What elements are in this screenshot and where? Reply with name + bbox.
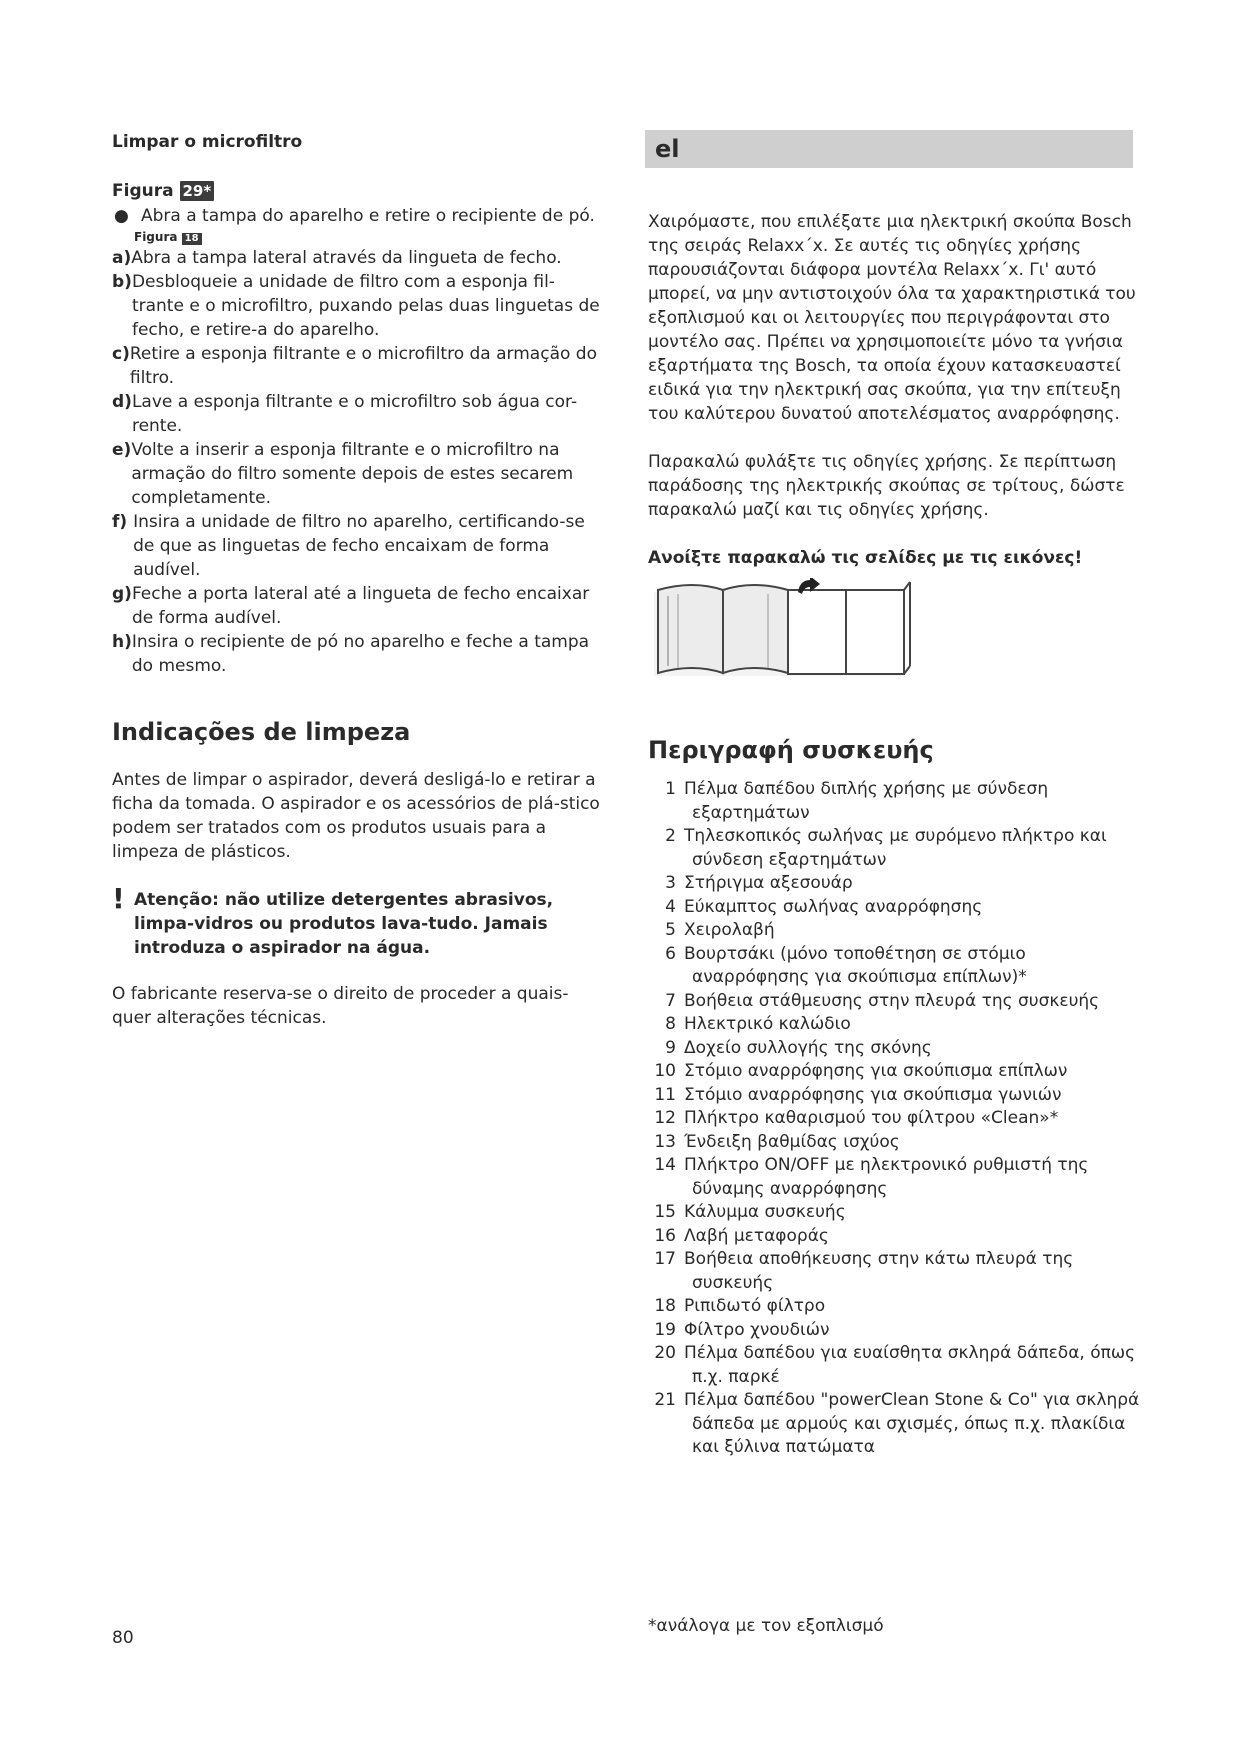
sub-figure-label: Figura [134,230,178,244]
step-key: a) [112,248,132,268]
list-item [648,872,1140,896]
item-text: Τηλεσκοπικός σωλήνας με συρόμενο πλήκτρο και σύνδεση εξαρτημάτων [684,826,1107,870]
item-number: 21 [654,1390,676,1410]
item-number: 7 [665,990,676,1011]
list-item [648,990,1140,1014]
bullet-item [112,204,604,228]
list-item [648,1342,1140,1389]
item-text: Πλήκτρο ON/OFF με ηλεκτρονικό ρυθμιστή της δύναμης αναρρόφησης [684,1155,1089,1199]
item-number: 17 [654,1249,676,1269]
step-text: Insira o recipiente de pó no aparelho e feche a tampa do mesmo. [131,632,590,676]
list-item [648,1319,1140,1343]
list-item [648,1037,1140,1061]
step-key: h) [112,632,132,652]
item-text: Λαβή μεταφοράς [684,1225,829,1246]
cleaning-text: Antes de limpar o aspirador, deverá desligá-lo e retirar a ficha da tomada. O aspirador e os acessórios de plá-stico podem ser tratados com os produtos usuais para a limpeza de plásticos. [112,770,600,862]
cleaning-heading: Indicações de limpeza [112,718,411,746]
item-number: 10 [654,1061,676,1081]
list-item [648,943,1140,990]
sub-figure-reference [112,228,604,246]
open-book-icon [648,578,918,688]
step-item [112,270,604,342]
list-item [648,1107,1140,1131]
item-number: 6 [665,943,676,964]
list-item [648,778,1140,825]
intro-text: Χαιρόμαστε, που επιλέξατε μια ηλεκτρική σκούπα Bosch της σειράς Relaxx´x. Σε αυτές τις οδηγίες χρήσης παρουσιάζονται διάφορα μοντέλα Relaxx´x. Γι' αυτό μπορεί, να μην αντιστοιχούν όλα τα χαρακτηριστικά του εξοπλισμού και οι λειτουργίες που περιγράφονται στο μοντέλο σας. Πρέπει να χρησιμοποιείτε μόνο τα γνήσια εξαρτήματα της Bosch, τα οποία έχουν κατασκευαστεί ειδικά για την ηλεκτρική σας σκούπα, για την επίτευξη του καλύτερου δυνατού αποτελέσματος αναρρόφησης. [648,212,1136,424]
language-bar: el [645,130,1133,168]
step-text: Lave a esponja filtrante e o microfiltro sob água cor-rente. [131,392,578,436]
list-item [648,1084,1140,1108]
item-number: 9 [665,1037,676,1058]
item-number: 3 [665,873,676,893]
step-key: g) [112,584,132,604]
figure-badge: 29* [180,181,215,201]
item-text: Ένδειξη βαθμίδας ισχύος [684,1131,900,1152]
manufacturer-note: O fabricante reserva-se o direito de proceder a quais-quer alterações técnicas. [112,984,569,1028]
item-text: Στόμιο αναρρόφησης για σκούπισμα επίπλων [684,1061,1068,1081]
step-text: Retire a esponja filtrante e o microfiltro da armação do filtro. [129,344,597,388]
bullet-dot-icon: ● [114,206,129,226]
item-text: Βοήθεια αποθήκευσης στην κάτω πλευρά της συσκευής [684,1249,1074,1293]
item-text: Δοχείο συλλογής της σκόνης [684,1037,932,1058]
item-number: 1 [665,779,676,799]
step-item [112,246,604,270]
step-text: Desbloqueie a unidade de filtro com a esponja fil-trante e o microfiltro, puxando pelas duas linguetas de fecho, e retire-a do aparelho. [131,272,600,340]
item-number: 20 [654,1343,676,1363]
exclamation-icon: ! [112,882,125,915]
item-number: 5 [665,920,676,940]
item-number: 2 [665,826,676,846]
footnote: *ανάλογα με τον εξοπλισμό [648,1616,884,1636]
item-text: Βοήθεια στάθμευσης στην πλευρά της συσκευής [684,990,1100,1011]
item-number: 16 [654,1225,676,1246]
step-key: e) [112,440,132,460]
item-number: 11 [654,1084,676,1105]
step-text: Insira a unidade de filtro no aparelho, certificando-se de que as linguetas de fecho encaixam de forma audível. [133,512,585,580]
list-item [648,896,1140,920]
list-item [648,1201,1140,1225]
item-text: Φίλτρο χνουδιών [684,1319,830,1340]
list-item [648,919,1140,943]
step-key: f) [112,512,134,532]
item-text: Στήριγμα αξεσουάρ [684,873,853,893]
item-text: Χειρολαβή [684,920,775,940]
right-column [648,210,1140,1460]
item-number: 15 [654,1202,676,1222]
item-number: 8 [665,1014,676,1034]
step-text: Feche a porta lateral até a lingueta de fecho encaixar de forma audível. [131,584,590,628]
item-text: Κάλυμμα συσκευής [684,1202,846,1222]
list-item [648,1248,1140,1295]
item-number: 14 [654,1155,676,1175]
bullet-text: Abra a tampa do aparelho e retire o recipiente de pó. [141,206,595,226]
page-number: 80 [112,1628,134,1648]
step-text: Volte a inserir a esponja filtrante e o microfiltro na armação do filtro somente depois de estes secarem completamente. [131,440,574,508]
list-item [648,1154,1140,1201]
keep-instructions: Παρακαλώ φυλάξτε τις οδηγίες χρήσης. Σε περίπτωση παράδοσης της ηλεκτρικής σκούπας σε τρίτους, δώστε παρακαλώ μαζί και τις οδηγίες χρήσης. [648,452,1125,520]
item-text: Ηλεκτρικό καλώδιο [684,1014,851,1034]
figure-label: Figura [112,181,174,201]
step-item [112,390,604,438]
open-pages-note: Ανοίξτε παρακαλώ τις σελίδες με τις εικόνες! [648,548,1083,568]
step-item [112,342,604,390]
item-text: Πέλμα δαπέδου "powerClean Stone & Co" για σκληρά δάπεδα με αρμούς και σχισμές, όπως π.χ. πλακίδια και ξύλινα πατώματα [684,1390,1140,1457]
step-key: d) [112,392,132,412]
step-item [112,630,604,678]
step-key: c) [112,344,130,364]
step-item [112,510,604,582]
step-item [112,438,604,510]
item-number: 19 [654,1319,676,1340]
item-text: Εύκαμπτος σωλήνας αναρρόφησης [684,896,983,917]
warning-text: Atenção: não utilize detergentes abrasivos, limpa-vidros ou produtos lava-tudo. Jamais introduza o aspirador na água. [134,890,554,958]
description-heading: Περιγραφή συσκευής [648,736,934,764]
item-text: Πέλμα δαπέδου διπλής χρήσης με σύνδεση εξαρτημάτων [684,779,1049,823]
item-number: 4 [665,896,676,917]
parts-list [648,778,1140,1460]
list-item [648,1295,1140,1319]
item-text: Πλήκτρο καθαρισμού του φίλτρου «Clean»* [684,1108,1059,1128]
section-heading: Limpar o microfiltro [112,132,303,152]
warning-note [112,882,604,960]
item-text: Πέλμα δαπέδου για ευαίσθητα σκληρά δάπεδα, όπως π.χ. παρκέ [684,1343,1136,1387]
item-number: 18 [654,1296,676,1316]
step-item [112,582,604,630]
list-item [648,825,1140,872]
step-text: Abra a tampa lateral através da lingueta de fecho. [131,248,562,268]
item-text: Στόμιο αναρρόφησης για σκούπισμα γωνιών [684,1084,1062,1105]
item-text: Ριπιδωτό φίλτρο [684,1296,826,1316]
figure-reference [112,178,604,204]
sub-figure-badge: 18 [182,233,202,245]
list-item [648,1060,1140,1084]
item-number: 12 [654,1108,676,1128]
item-number: 13 [654,1131,676,1152]
item-text: Βουρτσάκι (μόνο τοποθέτηση σε στόμιο αναρρόφησης για σκούπισμα επίπλων)* [684,943,1027,987]
list-item [648,1013,1140,1037]
list-item [648,1389,1140,1460]
list-item [648,1131,1140,1155]
left-column [112,130,604,1030]
list-item [648,1225,1140,1249]
step-key: b) [112,272,132,292]
steps-list [112,246,604,678]
